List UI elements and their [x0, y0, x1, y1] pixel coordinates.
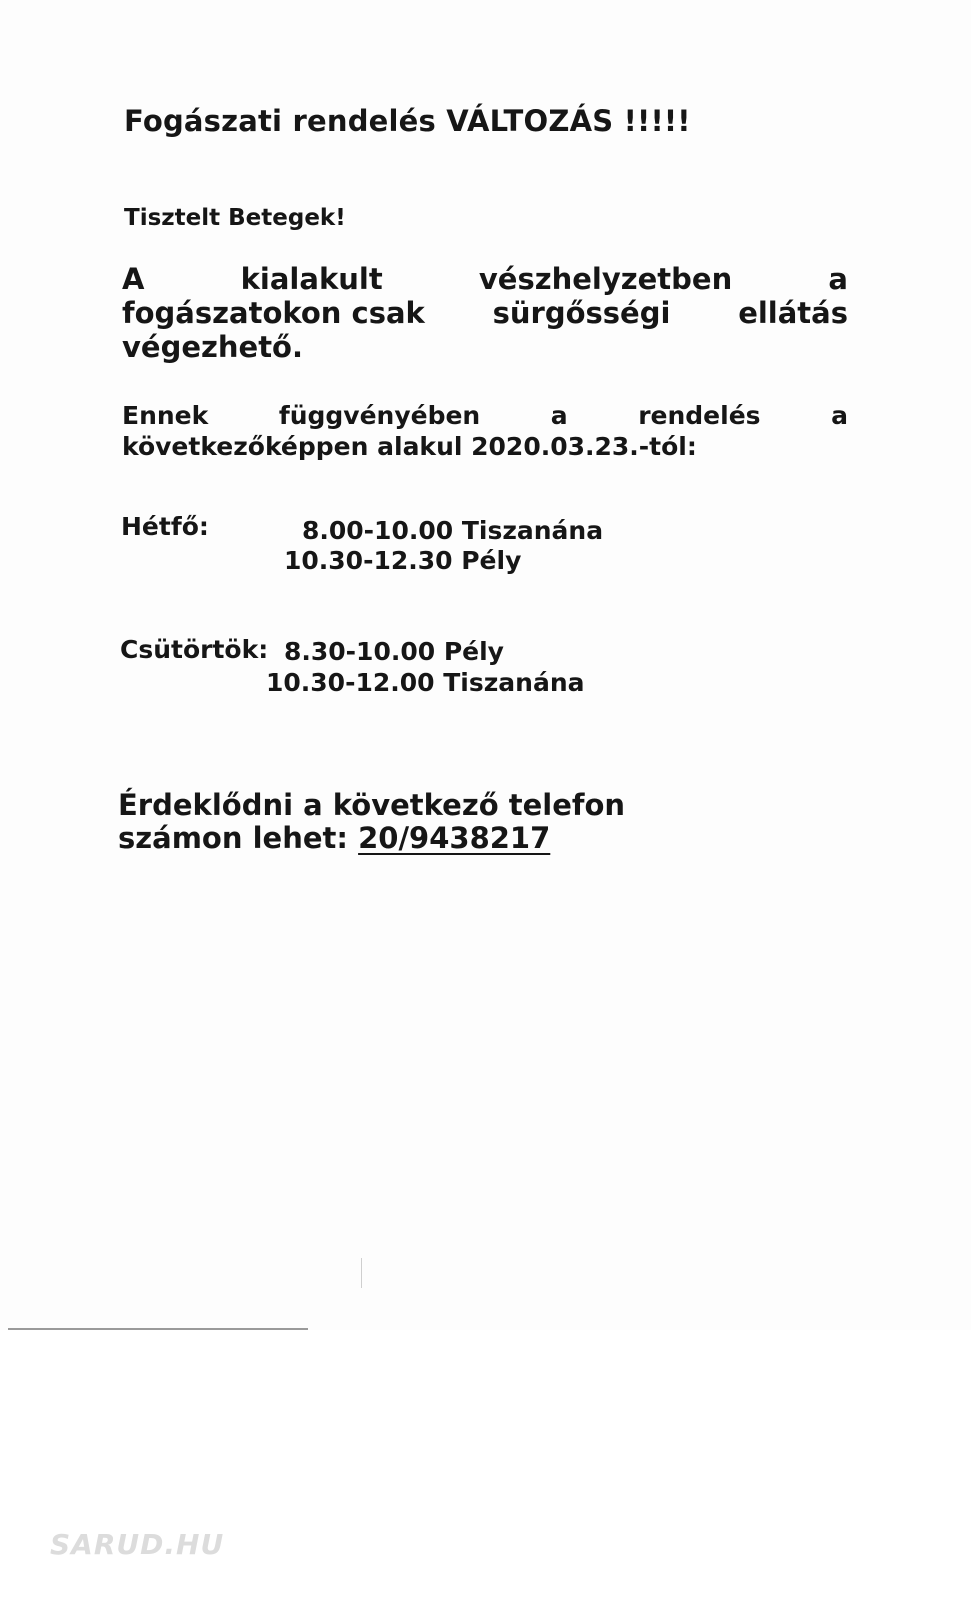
- word: a: [550, 401, 568, 430]
- monday-slot-2: 10.30-12.30 Pély: [284, 546, 522, 575]
- site-watermark: SARUD.HU: [50, 1528, 225, 1561]
- paragraph-emergency: [122, 262, 848, 364]
- word: függvényében: [278, 401, 481, 430]
- word: a: [831, 401, 848, 430]
- word: A: [122, 262, 145, 296]
- word: Ennek: [122, 401, 209, 430]
- thursday-slot-1: 8.30-10.00 Pély: [284, 637, 504, 666]
- phone-number: 20/9438217: [358, 821, 551, 855]
- thursday-label: Csütörtök:: [120, 635, 269, 664]
- paragraph-line: [122, 262, 848, 296]
- scan-artifact-mark: [361, 1258, 362, 1288]
- contact-line-1: Érdeklődni a következő telefon: [118, 788, 626, 822]
- paragraph-line: [122, 296, 848, 330]
- contact-line-2: [118, 821, 550, 855]
- word: rendelés: [638, 401, 761, 430]
- paragraph-line: következőképpen alakul 2020.03.23.-tól:: [122, 432, 697, 461]
- word: vészhelyzetben: [478, 262, 733, 296]
- greeting: Tisztelt Betegek!: [124, 205, 346, 231]
- monday-label: Hétfő:: [121, 512, 209, 541]
- word: ellátás: [738, 296, 848, 330]
- thursday-slot-2: 10.30-12.00 Tiszanána: [266, 668, 585, 697]
- word: sürgősségi: [492, 296, 671, 330]
- word: a: [828, 262, 848, 296]
- scan-edge-line: [8, 1328, 308, 1330]
- paragraph-line: végezhető.: [122, 330, 303, 364]
- monday-slot-1: 8.00-10.00 Tiszanána: [302, 516, 604, 545]
- word: kialakult: [240, 262, 383, 296]
- notice-title: Fogászati rendelés VÁLTOZÁS !!!!!: [124, 104, 691, 138]
- paragraph-line: [122, 400, 848, 431]
- contact-prefix: számon lehet:: [118, 821, 348, 855]
- word: fogászatokon csak: [122, 296, 425, 330]
- paragraph-schedule-intro: [122, 400, 848, 462]
